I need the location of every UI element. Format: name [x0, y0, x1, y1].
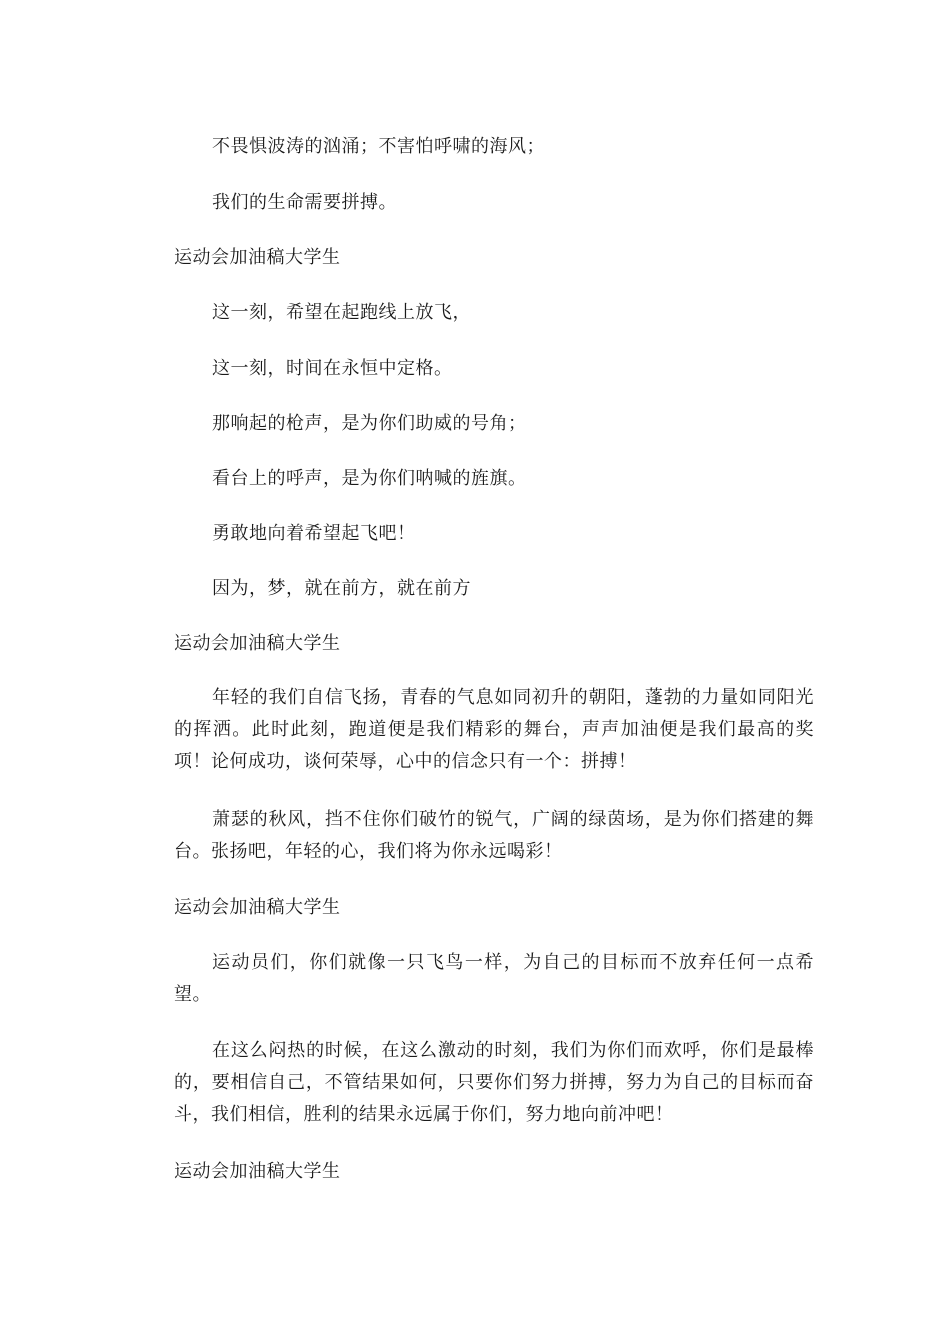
paragraph-line: 这一刻，希望在起跑线上放飞，: [212, 302, 471, 323]
paragraph-body: 在这么闷热的时候，在这么激动的时刻，我们为你们而欢呼，你们是最棒的，要相信自己，不管结果如何，只要你们努力拼搏，努力为自己的目标而奋斗，我们相信，胜利的结果永远属于你们，努力地向前冲吧！: [174, 1040, 814, 1125]
section-heading: 运动会加油稿大学生: [174, 897, 341, 918]
section-heading: 运动会加油稿大学生: [174, 1161, 341, 1182]
paragraph-line: 这一刻，时间在永恒中定格。: [212, 358, 453, 379]
paragraph-body: 年轻的我们自信飞扬，青春的气息如同初升的朝阳，蓬勃的力量如同阳光的挥洒。此时此刻，跑道便是我们精彩的舞台，声声加油便是我们最高的奖项！论何成功，谈何荣辱，心中的信念只有一个：拼搏！: [174, 687, 814, 772]
paragraph-line: 那响起的枪声，是为你们助威的号角；: [212, 413, 527, 434]
paragraph-line: 不畏惧波涛的汹涌；不害怕呼啸的海风；: [212, 136, 545, 157]
paragraph-body: 运动员们，你们就像一只飞鸟一样，为自己的目标而不放弃任何一点希望。: [174, 952, 814, 1005]
paragraph-line: 勇敢地向着希望起飞吧！: [212, 523, 416, 544]
paragraph-line: 我们的生命需要拼搏。: [212, 192, 397, 213]
section-heading: 运动会加油稿大学生: [174, 633, 341, 654]
paragraph-line: 因为，梦，就在前方，就在前方: [212, 578, 471, 599]
paragraph-line: 看台上的呼声，是为你们呐喊的旌旗。: [212, 468, 527, 489]
section-heading: 运动会加油稿大学生: [174, 247, 341, 268]
paragraph-body: 萧瑟的秋风，挡不住你们破竹的锐气，广阔的绿茵场，是为你们搭建的舞台。张扬吧，年轻的心，我们将为你永远喝彩！: [174, 809, 814, 862]
